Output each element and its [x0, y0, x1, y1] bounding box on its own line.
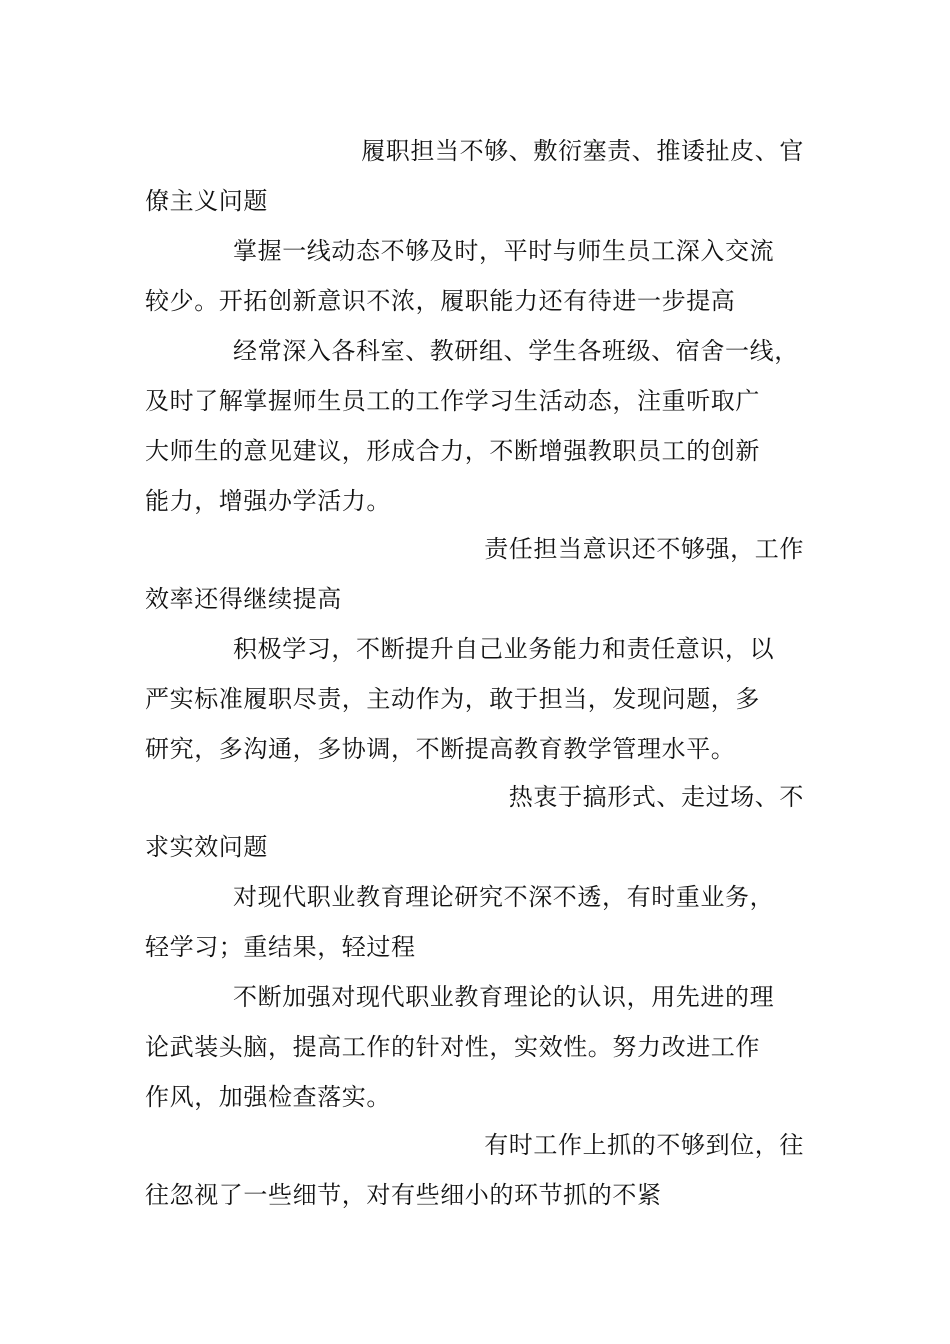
measure-3-line-2: 论武装头脑，提高工作的针对性，实效性。努力改进工作: [145, 1033, 760, 1061]
measure-1-line-2: 及时了解掌握师生员工的工作学习生活动态，注重听取广: [145, 387, 760, 415]
problem-4-heading-line-1: 有时工作上抓的不够到位，往: [484, 1131, 804, 1159]
measure-3-line-3: 作风，加强检查落实。: [145, 1083, 391, 1111]
problem-2-heading-line-1: 责任担当意识还不够强，工作: [484, 535, 804, 563]
problem-3-heading-line-2: 求实效问题: [145, 833, 268, 861]
problem-1-detail-line-2: 较少。开拓创新意识不浓，履职能力还有待进一步提高: [145, 287, 736, 315]
measure-1-line-1: 经常深入各科室、教研组、学生各班级、宿舍一线，: [233, 337, 799, 365]
problem-1-heading-line-2: 僚主义问题: [145, 187, 268, 215]
problem-1-heading-line-1: 履职担当不够、敷衍塞责、推诿扯皮、官: [361, 137, 804, 165]
measure-2-line-3: 研究，多沟通，多协调，不断提高教育教学管理水平。: [145, 735, 736, 763]
measure-1-line-3: 大师生的意见建议，形成合力，不断增强教职员工的创新: [145, 437, 760, 465]
problem-2-heading-line-2: 效率还得继续提高: [145, 585, 342, 613]
measure-2-line-1: 积极学习，不断提升自己业务能力和责任意识，以: [233, 635, 775, 663]
problem-3-heading-line-1: 热衷于搞形式、走过场、不: [508, 783, 804, 811]
problem-1-detail-line-1: 掌握一线动态不够及时，平时与师生员工深入交流: [233, 237, 775, 265]
problem-4-heading-line-2: 往忽视了一些细节，对有些细小的环节抓的不紧: [145, 1181, 662, 1209]
measure-3-line-1: 不断加强对现代职业教育理论的认识，用先进的理: [233, 983, 775, 1011]
measure-2-line-2: 严实标准履职尽责，主动作为，敢于担当，发现问题，多: [145, 685, 760, 713]
problem-3-detail-line-1: 对现代职业教育理论研究不深不透，有时重业务，: [233, 883, 775, 911]
measure-1-line-4: 能力，增强办学活力。: [145, 487, 391, 515]
problem-3-detail-line-2: 轻学习；重结果，轻过程: [145, 933, 416, 961]
